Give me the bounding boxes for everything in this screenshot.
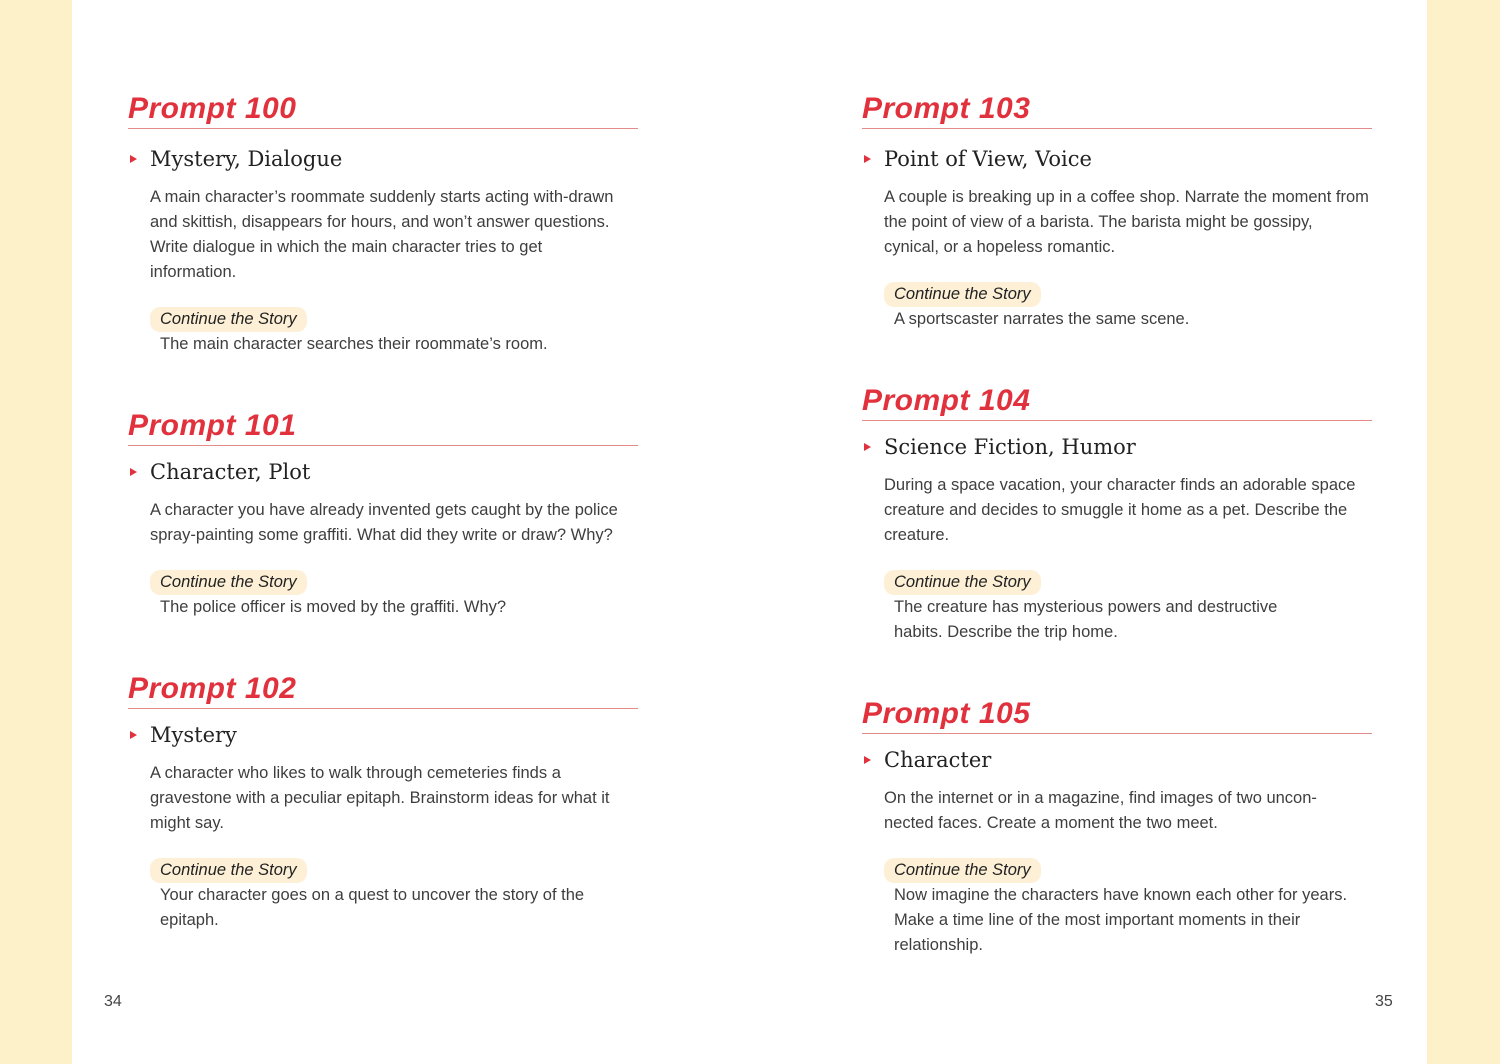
prompt-description: During a space vacation, your character finds an adorable space creature and decides to smuggle it home as a pet. Describe the creature.	[884, 476, 1356, 544]
category-label: Character	[884, 748, 992, 772]
title-rule	[862, 128, 1372, 129]
continue-story-text: Your character goes on a quest to uncover the story of the epitaph.	[160, 886, 585, 929]
prompt-category	[862, 145, 1372, 173]
page-number-left: 34	[104, 993, 122, 1010]
prompt-104	[862, 382, 1372, 645]
page-number-right: 35	[1375, 993, 1393, 1010]
continue-story-label: Continue the Story	[884, 858, 1041, 883]
prompt-105	[862, 695, 1372, 958]
title-rule	[128, 128, 638, 129]
prompt-description: A couple is breaking up in a coffee shop. Narrate the moment from the point of view of a barista. The barista might be gossipy, cynical, or a hopeless romantic.	[884, 188, 1369, 256]
prompt-description: On the internet or in a magazine, find images of two uncon-nected faces. Create a moment the two meet.	[884, 789, 1317, 832]
continue-story-label: Continue the Story	[150, 570, 307, 595]
prompt-category	[862, 433, 1372, 461]
triangle-bullet-icon	[864, 443, 871, 451]
prompt-103	[862, 90, 1372, 332]
continue-story-label: Continue the Story	[884, 282, 1041, 307]
prompt-title: Prompt 103	[862, 92, 1031, 125]
prompt-title: Prompt 101	[128, 409, 297, 442]
triangle-bullet-icon	[130, 731, 137, 739]
prompt-category	[862, 746, 1372, 774]
category-label: Mystery	[150, 723, 237, 747]
prompt-title: Prompt 104	[862, 384, 1031, 417]
prompt-title: Prompt 105	[862, 697, 1031, 730]
title-rule	[128, 708, 638, 709]
category-label: Point of View, Voice	[884, 147, 1092, 171]
category-label: Character, Plot	[150, 460, 311, 484]
prompt-category	[128, 145, 638, 173]
title-rule	[128, 445, 638, 446]
title-rule	[862, 733, 1372, 734]
category-label: Mystery, Dialogue	[150, 147, 343, 171]
triangle-bullet-icon	[130, 468, 137, 476]
triangle-bullet-icon	[864, 756, 871, 764]
title-rule	[862, 420, 1372, 421]
continue-story-text: The creature has mysterious powers and destructive habits. Describe the trip home.	[894, 598, 1278, 641]
continue-story-label: Continue the Story	[150, 858, 307, 883]
prompt-description: A character who likes to walk through cemeteries finds a gravestone with a peculiar epitaph. Brainstorm ideas for what it might say.	[150, 764, 610, 832]
prompt-100	[128, 90, 638, 357]
continue-story-label: Continue the Story	[884, 570, 1041, 595]
continue-story-text: A sportscaster narrates the same scene.	[894, 310, 1190, 328]
prompt-description: A character you have already invented gets caught by the police spray-painting some graffiti. What did they write or draw? Why?	[150, 501, 618, 544]
prompt-102	[128, 670, 638, 933]
category-label: Science Fiction, Humor	[884, 435, 1136, 459]
prompt-category	[128, 721, 638, 749]
continue-story-text: The police officer is moved by the graffiti. Why?	[160, 598, 507, 616]
triangle-bullet-icon	[130, 155, 137, 163]
prompt-101	[128, 407, 638, 620]
prompt-title: Prompt 100	[128, 92, 297, 125]
prompt-category	[128, 458, 638, 486]
continue-story-text: Now imagine the characters have known each other for years. Make a time line of the most important moments in their relationship.	[894, 886, 1348, 954]
continue-story-label: Continue the Story	[150, 307, 307, 332]
triangle-bullet-icon	[864, 155, 871, 163]
continue-story-text: The main character searches their roommate’s room.	[160, 335, 548, 353]
prompt-title: Prompt 102	[128, 672, 297, 705]
prompt-description: A main character’s roommate suddenly starts acting with-drawn and skittish, disappears for hours, and won’t answer questions. Write dialogue in which the main character tries to get information.	[150, 188, 614, 281]
